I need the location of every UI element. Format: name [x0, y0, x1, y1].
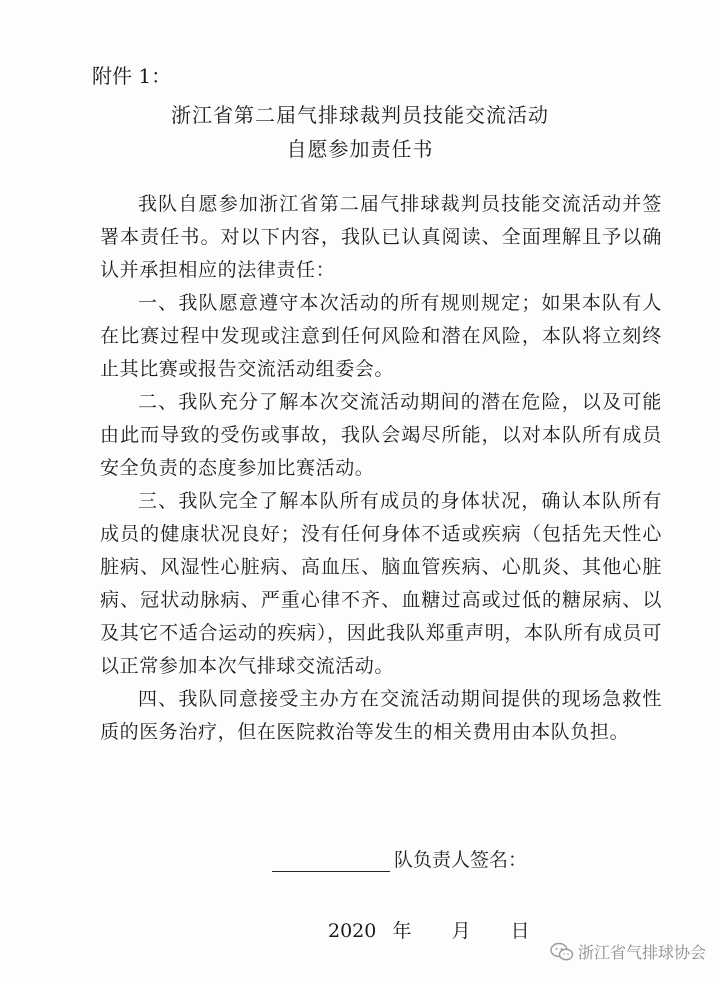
- date-month-unit: 月: [451, 920, 471, 942]
- clause-2: 二、我队充分了解本次交流活动期间的潜在危险，以及可能由此而导致的受伤或事故，我队会竭尽所能，以对本队所有成员安全负责的态度参加比赛活动。: [100, 391, 662, 479]
- date-line: [328, 916, 530, 943]
- document-subtitle: 自愿参加责任书: [286, 137, 434, 161]
- clause-3: 三、我队完全了解本队所有成员的身体状况，确认本队所有成员的健康状况良好；没有任何身体不适或疾病（包括先天性心脏病、风湿性心脏病、高血压、脑血管疾病、心肌炎、其他心脏病、冠状动脉病、严重心律不齐、血糖过高或过低的糖尿病、以及其它不适合运动的疾病），因此我队郑重声明，本队所有成员可以正常参加本次气排球交流活动。: [100, 490, 662, 677]
- document-title: 浙江省第二届气排球裁判员技能交流活动: [171, 103, 549, 127]
- clause-4: 四、我队同意接受主办方在交流活动期间提供的现场急救性质的医务治疗，但在医院救治等发生的相关费用由本队负担。: [100, 688, 662, 743]
- clause-1: 一、我队愿意遵守本次活动的所有规则规定；如果本队有人在比赛过程中发现或注意到任何风险和潜在风险，本队将立刻终止其比赛或报告交流活动组委会。: [100, 292, 662, 380]
- document-body: [100, 188, 662, 749]
- date-day-unit: 日: [510, 920, 530, 942]
- date-year: 2020: [328, 920, 377, 942]
- signature-line[interactable]: [272, 849, 390, 872]
- intro-paragraph: 我队自愿参加浙江省第二届气排球裁判员技能交流活动并签署本责任书。对以下内容，我队已认真阅读、全面理解且予以确认并承担相应的法律责任：: [100, 193, 662, 281]
- signature-block: [272, 845, 527, 872]
- attachment-label: 附件 1：: [92, 64, 172, 88]
- watermark-text: 浙江省气排球协会: [577, 943, 706, 962]
- watermark: [550, 940, 706, 963]
- date-year-unit: 年: [392, 920, 412, 942]
- wechat-icon: [550, 942, 574, 962]
- signature-label: 队负责人签名：: [394, 849, 528, 871]
